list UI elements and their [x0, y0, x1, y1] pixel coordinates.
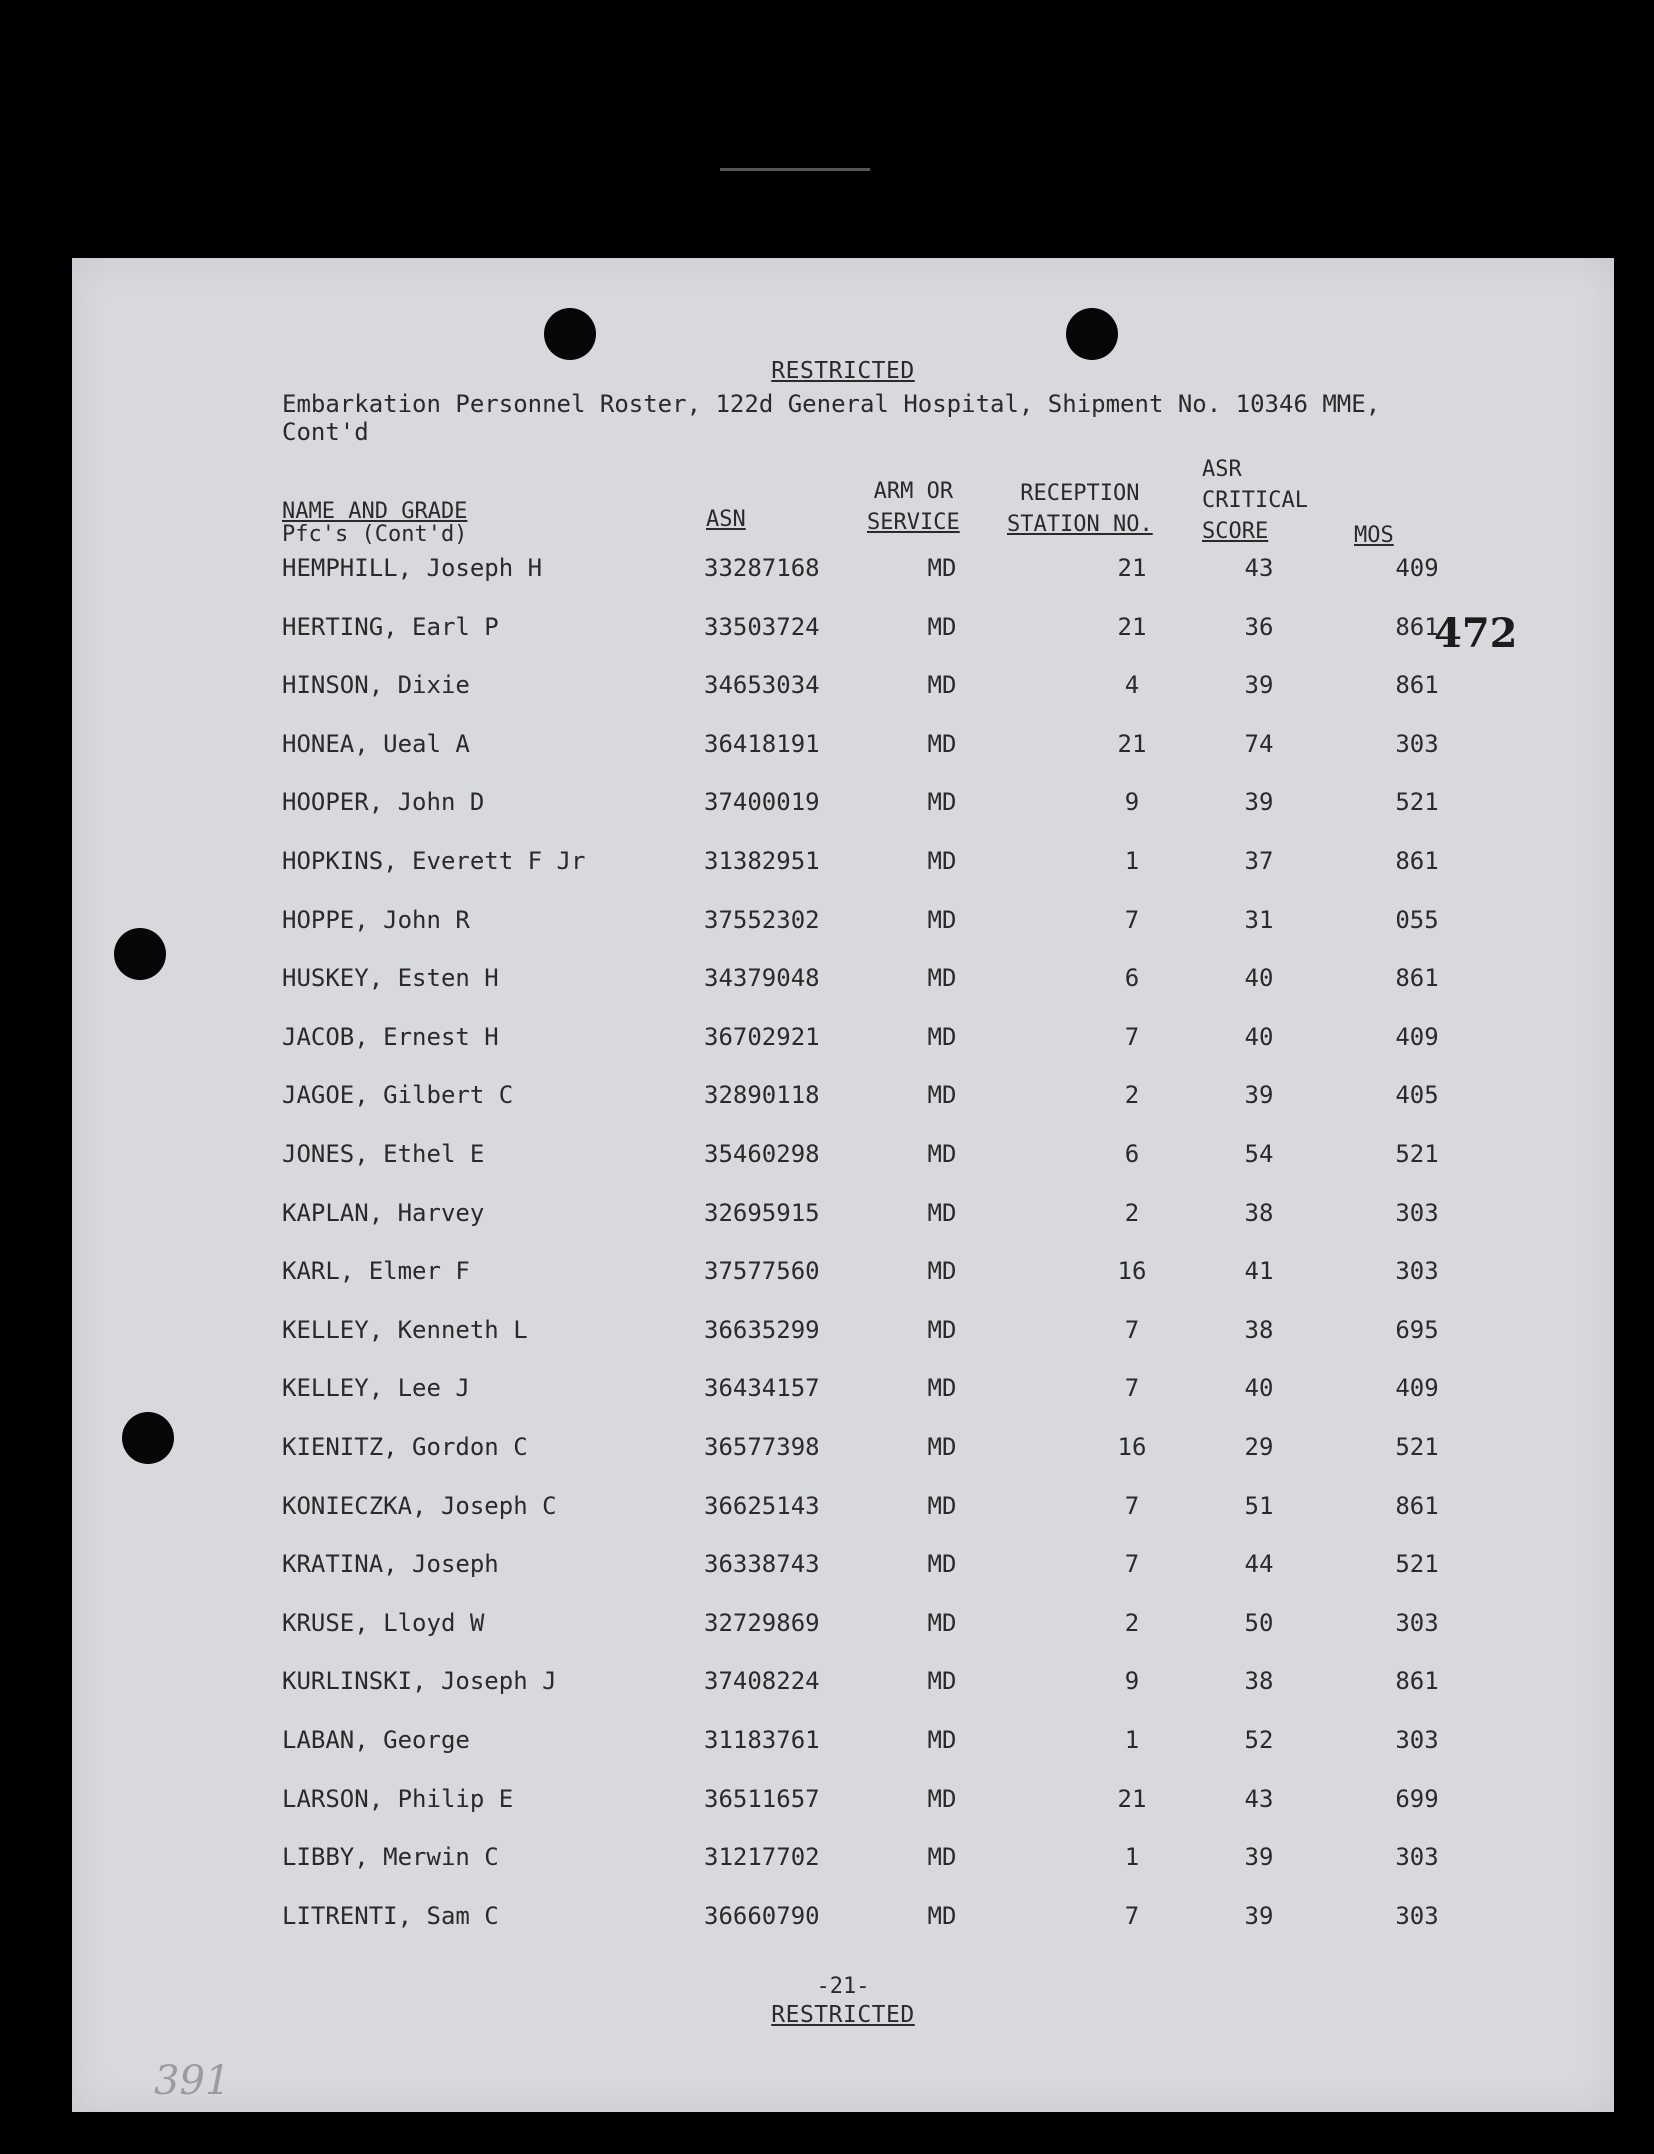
reception-station-cell: 6	[1124, 1140, 1140, 1168]
asn-cell: 37577560	[704, 1257, 820, 1286]
mos-cell: 303	[1395, 1843, 1439, 1872]
asn-cell: 37552302	[704, 905, 820, 934]
asn-cell: 31183761	[704, 1726, 820, 1754]
reception-station-cell: 1	[1124, 1843, 1140, 1872]
critical-score-cell: 43	[1244, 554, 1274, 582]
person-name-cell: HOOPER, John D	[282, 788, 485, 817]
reception-station-cell: 7	[1124, 1901, 1140, 1930]
table-row	[72, 1433, 1614, 1473]
asn-cell: 33287168	[704, 554, 820, 582]
mos-cell: 409	[1395, 554, 1439, 582]
arm-service-cell: MD	[927, 1315, 957, 1344]
handwritten-note: 391	[154, 2058, 231, 2104]
critical-score-cell: 39	[1244, 1843, 1274, 1872]
person-name-cell: KELLEY, Lee J	[282, 1374, 470, 1403]
arm-service-cell: MD	[927, 729, 957, 758]
reception-station-cell: 21	[1117, 554, 1147, 582]
critical-score-cell: 51	[1244, 1491, 1274, 1520]
arm-service-column-header	[867, 476, 960, 538]
table-row	[72, 788, 1614, 828]
table-row	[72, 1257, 1614, 1297]
table-row	[72, 1199, 1614, 1239]
arm-service-cell: MD	[927, 612, 957, 641]
critical-score-cell: 40	[1244, 1374, 1274, 1403]
arm-service-cell: MD	[927, 1726, 957, 1754]
asn-cell: 36338743	[704, 1550, 820, 1579]
document-page	[72, 258, 1614, 2112]
mos-cell: 303	[1395, 1198, 1439, 1227]
score-label-line1: ASR	[1202, 457, 1242, 482]
asn-cell: 32695915	[704, 1198, 820, 1227]
asn-cell: 31217702	[704, 1843, 820, 1872]
arm-service-cell: MD	[927, 1667, 957, 1696]
arm-service-cell: MD	[927, 1784, 957, 1813]
person-name-cell: JONES, Ethel E	[282, 1140, 485, 1168]
critical-score-cell: 50	[1244, 1608, 1274, 1637]
scan-edge-mark	[720, 168, 870, 171]
table-row	[72, 1667, 1614, 1707]
table-row	[72, 1374, 1614, 1414]
critical-score-cell: 43	[1244, 1784, 1274, 1813]
mos-cell: 303	[1395, 729, 1439, 758]
table-row	[72, 1492, 1614, 1532]
roster-title-continued: Cont'd	[282, 418, 369, 446]
mos-cell: 861	[1395, 847, 1439, 875]
reception-label-line2: STATION NO.	[1007, 512, 1153, 537]
table-row	[72, 613, 1614, 653]
score-label-line2: CRITICAL	[1202, 488, 1308, 513]
asn-cell: 33503724	[704, 612, 820, 641]
mos-cell: 409	[1395, 1022, 1439, 1051]
table-row	[72, 1902, 1614, 1942]
mos-cell: 303	[1395, 1608, 1439, 1637]
table-row	[72, 1726, 1614, 1766]
page-number: -21-	[816, 1974, 870, 1999]
person-name-cell: LITRENTI, Sam C	[282, 1901, 499, 1930]
asn-cell: 32890118	[704, 1081, 820, 1110]
arm-service-cell: MD	[927, 1608, 957, 1637]
asn-cell: 36625143	[704, 1491, 820, 1520]
arm-service-cell: MD	[927, 1257, 957, 1286]
reception-station-cell: 9	[1124, 1667, 1140, 1696]
table-row	[72, 1081, 1614, 1121]
critical-score-cell: 44	[1244, 1550, 1274, 1579]
person-name-cell: KARL, Elmer F	[282, 1257, 470, 1286]
reception-station-cell: 7	[1124, 1022, 1140, 1051]
reception-label-line1: RECEPTION	[1020, 481, 1140, 506]
mos-cell: 303	[1395, 1257, 1439, 1286]
table-row	[72, 554, 1614, 594]
table-row	[72, 1140, 1614, 1180]
name-column-header	[282, 496, 467, 550]
reception-station-cell: 9	[1124, 788, 1140, 817]
punch-hole-top-left	[544, 308, 596, 360]
handwritten-side-number: 472	[1434, 610, 1518, 657]
arm-service-cell: MD	[927, 964, 957, 993]
reception-station-cell: 1	[1124, 847, 1140, 875]
critical-score-cell: 40	[1244, 964, 1274, 993]
asr-score-column-header	[1202, 454, 1308, 547]
reception-station-cell: 4	[1124, 671, 1140, 700]
person-name-cell: KURLINSKI, Joseph J	[282, 1667, 557, 1696]
punch-hole-top-right	[1066, 308, 1118, 360]
mos-cell: 521	[1395, 1140, 1439, 1168]
person-name-cell: HINSON, Dixie	[282, 671, 470, 700]
person-name-cell: LARSON, Philip E	[282, 1784, 514, 1813]
asn-cell: 34653034	[704, 671, 820, 700]
person-name-cell: HEMPHILL, Joseph H	[282, 554, 543, 582]
table-row	[72, 1785, 1614, 1825]
table-row	[72, 847, 1614, 887]
mos-cell: 861	[1395, 964, 1439, 993]
person-name-cell: LABAN, George	[282, 1726, 470, 1754]
asn-cell: 36511657	[704, 1784, 820, 1813]
reception-station-cell: 7	[1124, 905, 1140, 934]
asn-column-header: ASN	[706, 507, 746, 532]
person-name-cell: KIENITZ, Gordon C	[282, 1433, 528, 1461]
asn-cell: 36702921	[704, 1022, 820, 1051]
reception-station-cell: 2	[1124, 1198, 1140, 1227]
critical-score-cell: 31	[1244, 905, 1274, 934]
asn-cell: 36577398	[704, 1433, 820, 1461]
reception-station-cell: 21	[1117, 1784, 1147, 1813]
person-name-cell: LIBBY, Merwin C	[282, 1843, 499, 1872]
reception-station-cell: 21	[1117, 729, 1147, 758]
asn-cell: 37400019	[704, 788, 820, 817]
mos-cell: 521	[1395, 788, 1439, 817]
arm-service-cell: MD	[927, 1901, 957, 1930]
classification-footer: RESTRICTED	[771, 2002, 915, 2028]
arm-service-cell: MD	[927, 1374, 957, 1403]
reception-station-cell: 7	[1124, 1374, 1140, 1403]
subgroup-label: Pfc's (Cont'd)	[282, 522, 468, 547]
critical-score-cell: 29	[1244, 1433, 1274, 1461]
person-name-cell: HOPKINS, Everett F Jr	[282, 847, 586, 875]
table-row	[72, 906, 1614, 946]
table-row	[72, 964, 1614, 1004]
reception-station-cell: 2	[1124, 1081, 1140, 1110]
mos-cell: 861	[1395, 612, 1439, 641]
mos-cell: 861	[1395, 1491, 1439, 1520]
arm-label-line1: ARM OR	[873, 479, 954, 504]
person-name-cell: KAPLAN, Harvey	[282, 1198, 485, 1227]
asn-cell: 36434157	[704, 1374, 820, 1403]
mos-cell: 303	[1395, 1901, 1439, 1930]
arm-service-cell: MD	[927, 1491, 957, 1520]
reception-station-cell: 7	[1124, 1491, 1140, 1520]
arm-service-cell: MD	[927, 554, 957, 582]
arm-service-cell: MD	[927, 905, 957, 934]
table-row	[72, 1609, 1614, 1649]
reception-station-cell: 21	[1117, 612, 1147, 641]
person-name-cell: HERTING, Earl P	[282, 612, 499, 641]
mos-column-header: MOS	[1354, 523, 1394, 548]
reception-station-cell: 6	[1124, 964, 1140, 993]
roster-title: Embarkation Personnel Roster, 122d General Hospital, Shipment No. 10346 MME,	[282, 390, 1381, 418]
asn-cell: 35460298	[704, 1140, 820, 1168]
reception-station-cell: 7	[1124, 1550, 1140, 1579]
person-name-cell: HUSKEY, Esten H	[282, 964, 499, 993]
person-name-cell: KONIECZKA, Joseph C	[282, 1491, 557, 1520]
arm-service-cell: MD	[927, 1843, 957, 1872]
critical-score-cell: 38	[1244, 1198, 1274, 1227]
mos-cell: 699	[1395, 1784, 1439, 1813]
critical-score-cell: 36	[1244, 612, 1274, 641]
mos-cell: 405	[1395, 1081, 1439, 1110]
mos-cell: 861	[1395, 671, 1439, 700]
critical-score-cell: 38	[1244, 1315, 1274, 1344]
table-row	[72, 1843, 1614, 1883]
arm-label-line2: SERVICE	[867, 510, 960, 535]
critical-score-cell: 39	[1244, 1081, 1274, 1110]
mos-cell: 303	[1395, 1726, 1439, 1754]
table-row	[72, 1550, 1614, 1590]
person-name-cell: KRUSE, Lloyd W	[282, 1608, 485, 1637]
asn-cell: 36660790	[704, 1901, 820, 1930]
asn-cell: 36418191	[704, 729, 820, 758]
critical-score-cell: 40	[1244, 1022, 1274, 1051]
arm-service-cell: MD	[927, 1022, 957, 1051]
asn-cell: 36635299	[704, 1315, 820, 1344]
reception-station-column-header	[1007, 478, 1153, 540]
mos-cell: 521	[1395, 1433, 1439, 1461]
critical-score-cell: 52	[1244, 1726, 1274, 1754]
table-row	[72, 730, 1614, 770]
asn-cell: 34379048	[704, 964, 820, 993]
reception-station-cell: 1	[1124, 1726, 1140, 1754]
reception-station-cell: 2	[1124, 1608, 1140, 1637]
arm-service-cell: MD	[927, 788, 957, 817]
reception-station-cell: 7	[1124, 1315, 1140, 1344]
asn-cell: 32729869	[704, 1608, 820, 1637]
arm-service-cell: MD	[927, 1198, 957, 1227]
mos-cell: 861	[1395, 1667, 1439, 1696]
person-name-cell: KRATINA, Joseph	[282, 1550, 499, 1579]
mos-cell: 409	[1395, 1374, 1439, 1403]
mos-cell: 521	[1395, 1550, 1439, 1579]
score-label-line3: SCORE	[1202, 519, 1269, 544]
table-row	[72, 1316, 1614, 1356]
arm-service-cell: MD	[927, 1433, 957, 1461]
name-column-label: NAME AND GRADE	[282, 499, 468, 524]
reception-station-cell: 16	[1117, 1257, 1147, 1286]
critical-score-cell: 54	[1244, 1140, 1274, 1168]
critical-score-cell: 39	[1244, 788, 1274, 817]
critical-score-cell: 41	[1244, 1257, 1274, 1286]
person-name-cell: HONEA, Ueal A	[282, 729, 470, 758]
critical-score-cell: 37	[1244, 847, 1274, 875]
arm-service-cell: MD	[927, 1081, 957, 1110]
person-name-cell: HOPPE, John R	[282, 905, 470, 934]
asn-cell: 37408224	[704, 1667, 820, 1696]
asn-cell: 31382951	[704, 847, 820, 875]
critical-score-cell: 38	[1244, 1667, 1274, 1696]
mos-cell: 695	[1395, 1315, 1439, 1344]
person-name-cell: JACOB, Ernest H	[282, 1022, 499, 1051]
arm-service-cell: MD	[927, 1140, 957, 1168]
person-name-cell: KELLEY, Kenneth L	[282, 1315, 528, 1344]
arm-service-cell: MD	[927, 671, 957, 700]
arm-service-cell: MD	[927, 1550, 957, 1579]
table-row	[72, 1023, 1614, 1063]
mos-cell: 055	[1395, 905, 1439, 934]
table-row	[72, 671, 1614, 711]
critical-score-cell: 39	[1244, 1901, 1274, 1930]
reception-station-cell: 16	[1117, 1433, 1147, 1461]
person-name-cell: JAGOE, Gilbert C	[282, 1081, 514, 1110]
critical-score-cell: 39	[1244, 671, 1274, 700]
critical-score-cell: 74	[1244, 729, 1274, 758]
classification-header: RESTRICTED	[771, 358, 915, 384]
arm-service-cell: MD	[927, 847, 957, 875]
